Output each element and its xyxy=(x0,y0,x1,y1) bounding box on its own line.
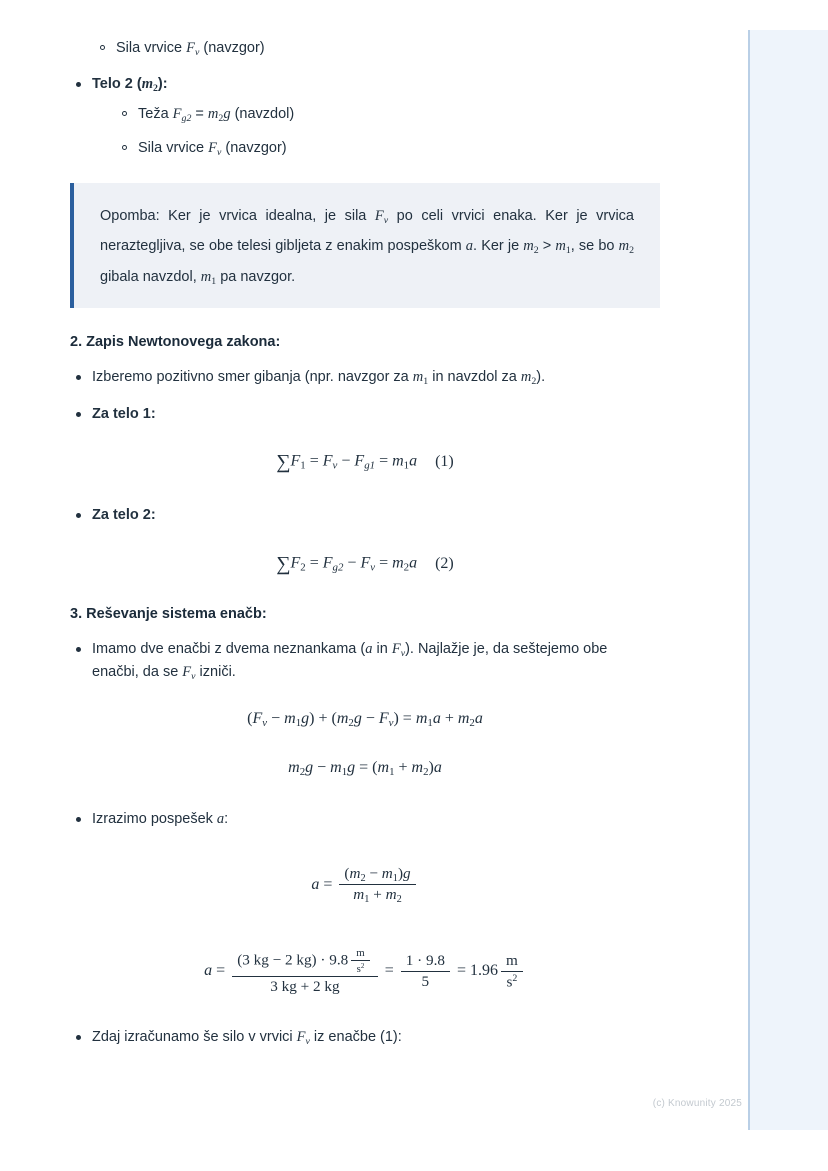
equation-6: a = (3 kg − 2 kg) · 9.8 $\frac{m}{s^2}$ 3 kg + 2 kg = $\frac{1 \cdot 9.8}{5}$ = 1.96 $\frac{m}{s^2}$ xyxy=(70,947,660,996)
section-heading-2: 2. Zapis Newtonovega zakona: xyxy=(70,333,281,350)
list-item-body1-heading: Za telo 1: xyxy=(70,403,660,425)
section-heading-3: 3. Reševanje sistema enačb: xyxy=(70,605,267,622)
page-right-margin-strip xyxy=(750,30,828,1130)
list-item: Sila vrvice $F_v$ (navzgor) xyxy=(92,38,660,61)
section-3-list xyxy=(70,638,660,684)
copyright-credit: (c) Knowunity 2025 xyxy=(652,1098,742,1109)
equation-2: $\sum F_2 = F_{g2} - F_v = m_2a$ (2) xyxy=(276,552,454,575)
section-2-list-2 xyxy=(70,504,660,526)
list-item: Teža $F_{g2} = m_2g$ (navzdol) xyxy=(114,104,660,127)
body1-forces-list xyxy=(92,38,660,61)
equation-2-tag: (2) xyxy=(435,554,454,572)
list-item: Zdaj izračunamo še silo v vrvici $F_v$ iz enačbe (1): xyxy=(70,1026,660,1049)
section-2-list xyxy=(70,366,660,426)
section-3-list-2 xyxy=(70,808,660,830)
equation-1: $\sum F_1 = F_v - F_{g1} = m_1a$ (1) xyxy=(276,451,454,474)
equation-3: $(F_v - m_1g) + (m_2g - F_v) = m_1a + m_2a$ xyxy=(247,710,483,730)
list-item: Imamo dve enačbi z dvema neznankama (a in $F_v$). Najlažje je, da seštejemo obe enačbi, da se $F_v$ izniči. xyxy=(70,638,652,684)
equation-1-tag: (1) xyxy=(435,453,454,471)
list-item: Izrazimo pospešek a: xyxy=(70,808,660,830)
section-3-list-3 xyxy=(70,1026,660,1049)
page-right-rule xyxy=(748,30,750,1130)
list-item: Izberemo pozitivno smer gibanja (npr. navzgor za $m_1$ in navzdol za $m_2$). xyxy=(70,366,660,389)
body2-forces-list xyxy=(114,104,660,161)
note-callout: Opomba: Ker je vrvica idealna, je sila $F_v$ po celi vrvici enaka. Ker je vrvica neraztegljiva, se obe telesi gibljeta z enakim pospeškom a. Ker je $m_2 > m_1$, se bo $m_2$ gibala navzdol, $m_1$ pa navzgor. xyxy=(70,183,660,308)
list-item: Sila vrvice $F_v$ (navzgor) xyxy=(114,138,660,161)
body2-list xyxy=(70,73,660,161)
list-item-body2-heading: Za telo 2: xyxy=(70,504,660,526)
equation-4: $m_2g - m_1g = (m_1 + m_2)a$ xyxy=(288,759,442,779)
equation-5: a = $\frac{(m_2 - m_1)g}{m_1 + m_2}$ xyxy=(70,865,660,906)
list-item-body2: Telo 2 $(m_2)$: Teža $F_{g2} = m_2g$ (navzdol) Sila vrvice $F_v$ (navzgor) xyxy=(70,73,660,161)
